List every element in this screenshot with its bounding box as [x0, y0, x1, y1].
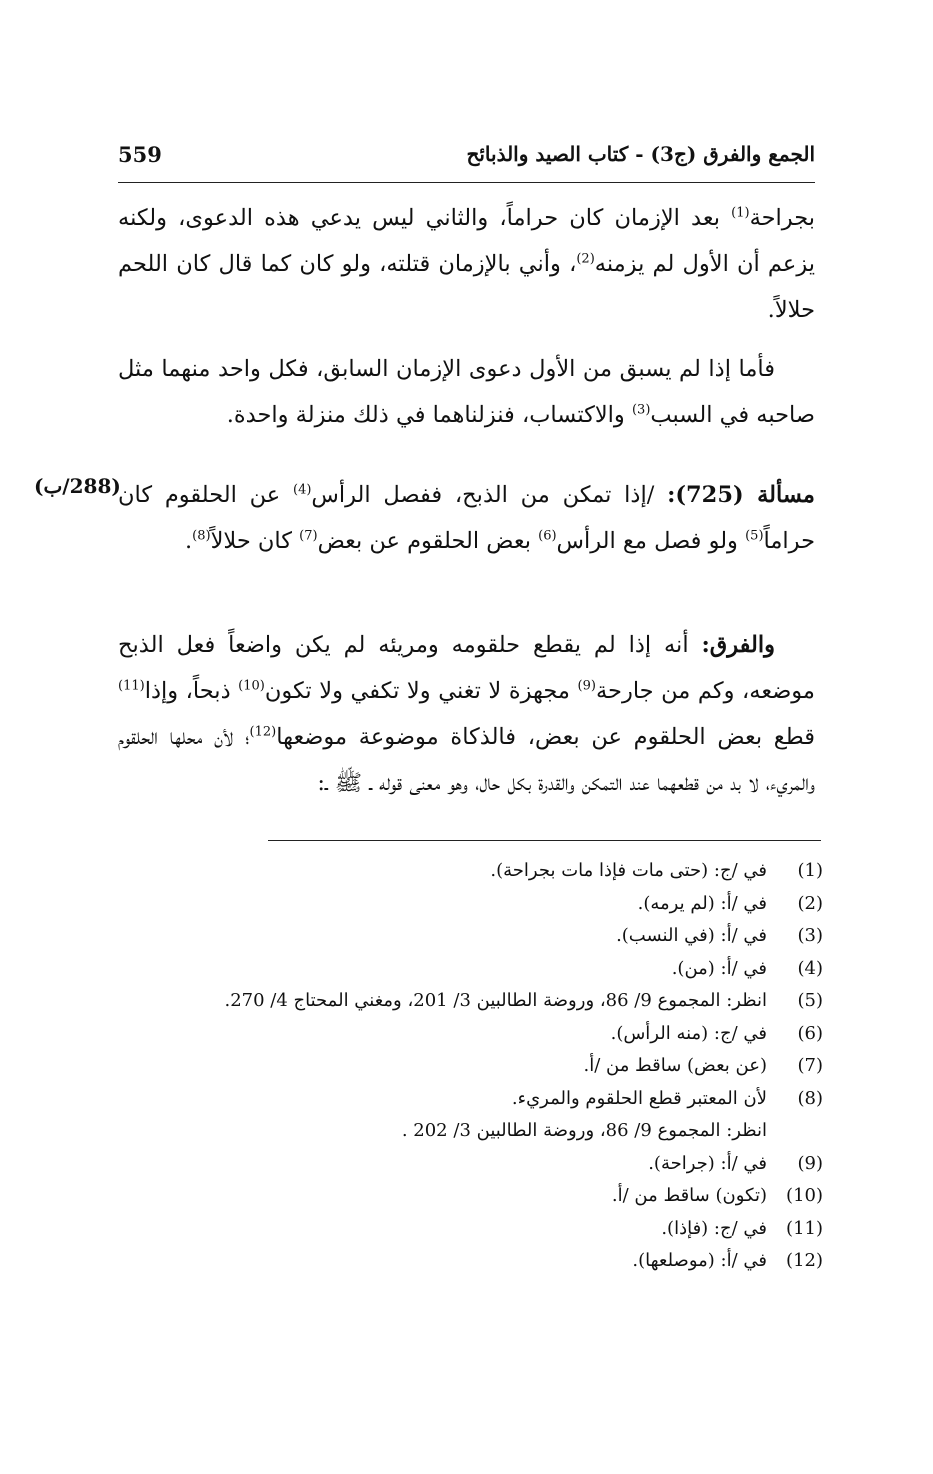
page-number: 559	[118, 142, 162, 167]
footnote-ref: (2)	[576, 251, 595, 267]
text-run: مجهزة لا تغني ولا تكفي ولا تكون	[264, 678, 578, 704]
header-rule	[118, 182, 815, 183]
footnote-text: لأن المعتبر قطع الحلقوم والمريء.	[511, 1087, 767, 1109]
footnote-number: (9)	[797, 1152, 823, 1174]
footnote-ref: (9)	[577, 678, 596, 694]
text-run: قطع بعض الحلقوم عن بعض، فالذكاة موضوعة موضعها	[276, 724, 815, 750]
text-run: بعض الحلقوم عن بعض	[317, 528, 539, 554]
text-run: كان حلالاً	[210, 528, 300, 554]
text-run: والاكتساب، فنزلناهما في ذلك منزلة واحدة.	[226, 402, 632, 428]
page-header	[118, 142, 815, 176]
footnote	[118, 888, 823, 921]
masala-paragraph	[118, 472, 815, 564]
text-run: عن الحلقوم كان حراماً	[118, 482, 815, 554]
text-run: بجراحة	[749, 205, 815, 231]
manuscript-folio-note: (288/ب)	[34, 474, 121, 498]
footnote-ref: (12)	[249, 724, 277, 740]
footnote-ref: (5)	[745, 528, 764, 544]
footnote-text: في /أ: (من).	[671, 957, 767, 979]
footnote-text: (عن بعض) ساقط من /أ.	[583, 1055, 767, 1076]
footnotes	[118, 855, 823, 1278]
farq-label: والفرق:	[701, 632, 775, 658]
footnote	[118, 1180, 823, 1213]
footnote	[118, 1050, 823, 1083]
footnote	[118, 1083, 823, 1116]
footnote-text: في /أ: (موصلعها).	[632, 1250, 767, 1271]
footnote-ref: (3)	[631, 402, 651, 418]
footnote-number: (2)	[797, 892, 823, 914]
footnote-number: (3)	[797, 925, 823, 946]
paragraph-2	[118, 346, 815, 438]
text-run: /إذا تمكن من الذبح، ففصل الرأس	[311, 482, 668, 508]
footnote-text: (تكون) ساقط من /أ.	[611, 1185, 767, 1206]
footnote-text: في /ج: (فإذا).	[661, 1217, 767, 1239]
footnote-number: (7)	[797, 1055, 823, 1076]
masala-label: مسألة (725):	[667, 482, 815, 508]
footnote-text: في /أ: (لم يرمه).	[637, 892, 767, 914]
footnote	[118, 1245, 823, 1278]
footnote-continuation	[118, 1115, 823, 1148]
footnote-text: في /أ: (في النسب).	[616, 925, 767, 946]
footnote-number: (5)	[797, 990, 823, 1011]
footnote-separator	[268, 840, 821, 841]
footnote-number: (1)	[797, 860, 823, 881]
footnote-text: انظر: المجموع 9/ 86، وروضة الطالبين 3/ 202 .	[401, 1120, 767, 1141]
footnote	[118, 1018, 823, 1051]
footnote-ref: (10)	[238, 678, 265, 694]
footnote-number	[781, 1115, 823, 1148]
footnote	[118, 1148, 823, 1181]
text-run: ولو فصل مع الرأس	[556, 528, 746, 554]
footnote	[118, 985, 823, 1018]
text-run: أنه إذا لم يقطع حلقومه ومريئه لم يكن واضعاً فعل الذبح موضعه، وكم من جارحة	[118, 632, 815, 704]
text-run: ، وأني بالإزمان قتلته، ولو كان كما قال كان اللحم حلالاً.	[118, 251, 815, 323]
text-run: بعد الإزمان كان حراماً، والثاني ليس يدعي هذه الدعوى، ولكنه يزعم أن الأول لم يزمنه	[118, 205, 815, 277]
footnote-ref: (11)	[118, 678, 145, 694]
footnote-text: في /ج: (حتى مات فإذا مات بجراحة).	[490, 860, 767, 881]
footnote-ref: (6)	[538, 528, 557, 544]
footnote-number: (6)	[797, 1022, 823, 1044]
footnote-ref: (4)	[292, 482, 312, 498]
footnote	[118, 953, 823, 986]
text-run: ؛ لأن محلها الحلقوم والمريء، لا بد من قطعهما عند التمكن والقدرة بكل حال، وهو معنى قوله ـ ﷺ ـ:	[118, 724, 815, 796]
footnote-text: في /ج: (منه الرأس).	[610, 1022, 767, 1044]
paragraph-1	[118, 195, 815, 333]
footnote-ref: (1)	[731, 205, 750, 221]
text-run: ذبحاً، وإذا	[144, 678, 239, 704]
footnote-ref: (7)	[299, 528, 318, 544]
footnote	[118, 1213, 823, 1246]
footnote-number: (4)	[797, 957, 823, 979]
footnote-text: في /أ: (جراحة).	[648, 1152, 767, 1174]
footnote-number: (11)	[786, 1217, 823, 1239]
text-run: فأما إذا لم يسبق من الأول دعوى الإزمان السابق، فكل واحد منهما مثل صاحبه في السبب	[118, 356, 815, 428]
footnote	[118, 920, 823, 953]
footnote-number: (12)	[786, 1250, 823, 1271]
footnote-text: انظر: المجموع 9/ 86، وروضة الطالبين 3/ 201، ومغني المحتاج 4/ 270.	[224, 990, 767, 1011]
footnote-number: (10)	[786, 1185, 823, 1206]
text-run: .	[184, 528, 193, 554]
paragraph-farq	[118, 622, 815, 806]
running-head: الجمع والفرق (ج3) - كتاب الصيد والذبائح	[466, 142, 815, 166]
footnote	[118, 855, 823, 888]
footnote-ref: (8)	[192, 528, 211, 544]
footnote-number: (8)	[797, 1087, 823, 1109]
